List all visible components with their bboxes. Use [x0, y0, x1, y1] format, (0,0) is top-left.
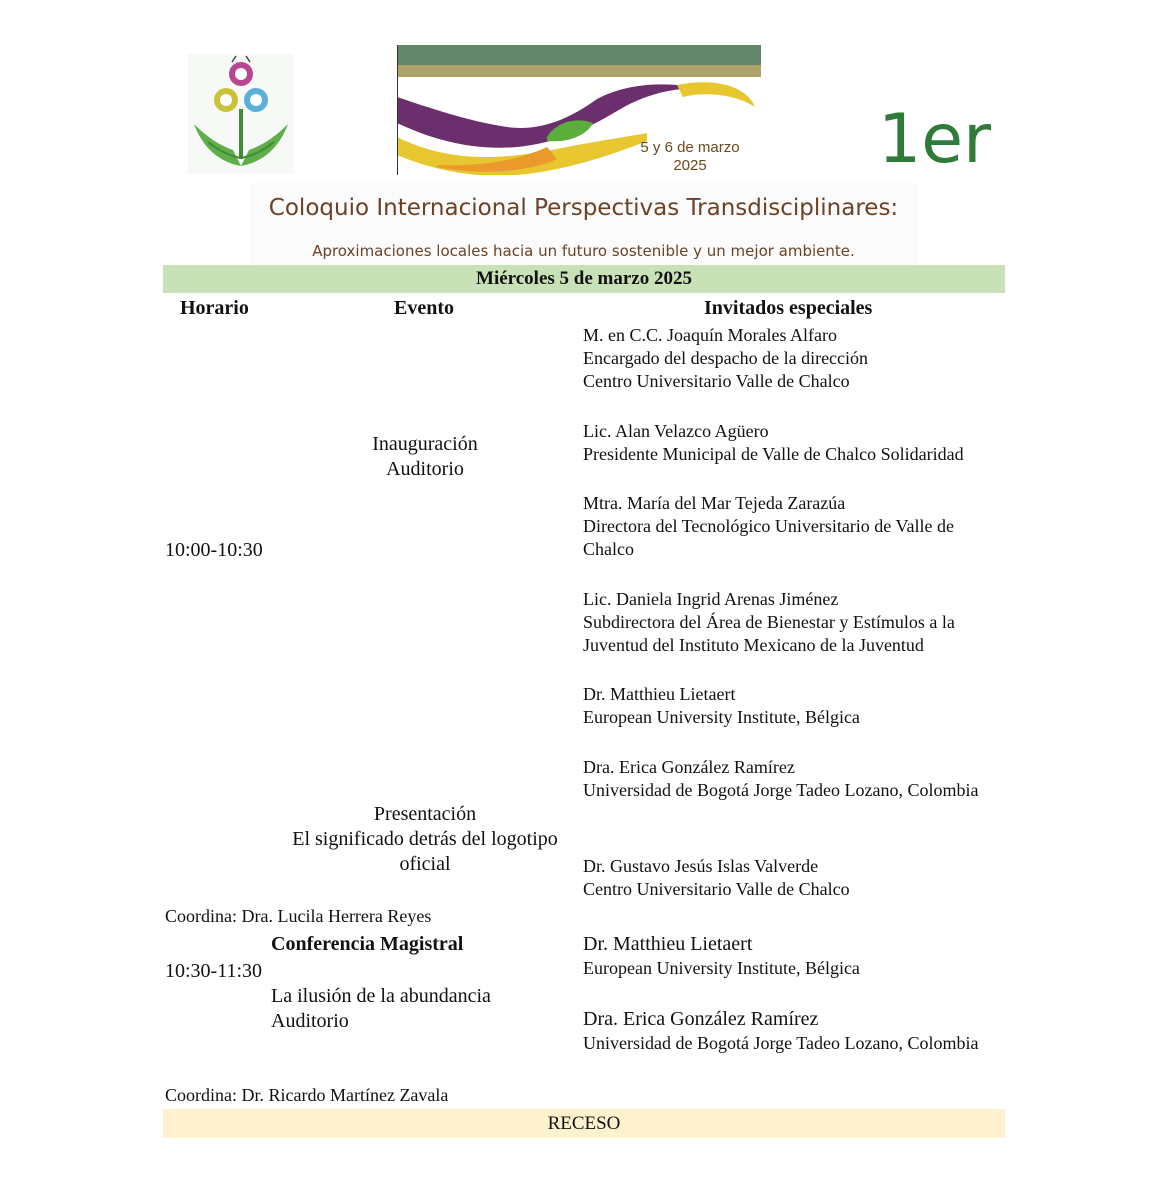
event-inauguracion-venue: Auditorio [386, 458, 464, 480]
column-header-evento: Evento [394, 297, 454, 319]
event-inauguracion [325, 432, 525, 482]
guest-role: Subdirectora del Área de Bienestar y Estímulos a la [583, 612, 955, 632]
event-presentacion-line3: oficial [399, 853, 451, 875]
guest-name: Dr. Matthieu Lietaert [583, 684, 736, 704]
conference-venue: Auditorio [271, 1010, 349, 1032]
conference-heading: Conferencia Magistral [271, 933, 464, 955]
guest-entry [583, 756, 979, 802]
event-presentacion-title: Presentación [373, 803, 477, 825]
banner-stripe-green [397, 45, 761, 65]
event-presentacion [275, 802, 575, 877]
column-header-invitados: Invitados especiales [704, 297, 873, 319]
time-slot-1: 10:00-10:30 [165, 539, 263, 561]
guest-role-continued: Chalco [583, 539, 634, 559]
guest-entry [583, 683, 860, 729]
guest-role: Directora del Tecnológico Universitario de Valle de [583, 516, 954, 536]
time-slot-2: 10:30-11:30 [165, 960, 263, 982]
banner-stripe-tan [397, 65, 761, 77]
guest-entry [583, 492, 954, 561]
colloquium-subtitle: Aproximaciones locales hacia un futuro sostenible y un mejor ambiente. [312, 242, 855, 260]
receso-label: RECESO [547, 1113, 621, 1134]
guest-name: Mtra. María del Mar Tejeda Zarazúa [583, 493, 846, 513]
guest-entry [583, 588, 955, 657]
guest-name: M. en C.C. Joaquín Morales Alfaro [583, 325, 837, 345]
banner-year: 2025 [673, 157, 707, 174]
guest-institution: Universidad de Bogotá Jorge Tadeo Lozano, Colombia [583, 780, 979, 800]
guest-role-continued: Juventud del Instituto Mexicano de la Juventud [583, 635, 924, 655]
guest-entry [583, 855, 850, 901]
guest-institution: Universidad de Bogotá Jorge Tadeo Lozano, Colombia [583, 1033, 979, 1053]
guest-entry [583, 932, 860, 980]
column-header-horario: Horario [180, 297, 249, 319]
colloquium-logo [188, 54, 294, 174]
guest-entry [583, 324, 868, 393]
coordinator-2: Coordina: Dr. Ricardo Martínez Zavala [165, 1085, 449, 1105]
conference-title: La ilusión de la abundancia [271, 985, 491, 1007]
guest-name: Dra. Erica González Ramírez [583, 1008, 819, 1030]
edition-label: 1er [878, 100, 992, 179]
receso-band [163, 1109, 1005, 1138]
guest-name: Dr. Matthieu Lietaert [583, 933, 753, 955]
guest-role: Presidente Municipal de Valle de Chalco Solidaridad [583, 444, 964, 464]
day-band [163, 265, 1005, 293]
guest-institution: European University Institute, Bélgica [583, 958, 860, 978]
guest-institution: Centro Universitario Valle de Chalco [583, 879, 850, 899]
guest-entry [583, 420, 964, 466]
event-banner [397, 45, 761, 175]
guest-name: Dr. Gustavo Jesús Islas Valverde [583, 856, 819, 876]
day-label: Miércoles 5 de marzo 2025 [476, 268, 692, 289]
banner-left-edge [397, 45, 398, 175]
guest-institution: European University Institute, Bélgica [583, 707, 860, 727]
guest-name: Dra. Erica González Ramírez [583, 757, 795, 777]
guest-role: Encargado del despacho de la dirección [583, 348, 869, 368]
guest-name: Lic. Daniela Ingrid Arenas Jiménez [583, 589, 839, 609]
banner-date: 5 y 6 de marzo [640, 139, 740, 156]
guest-entry [583, 1007, 979, 1055]
guest-institution: Centro Universitario Valle de Chalco [583, 371, 850, 391]
event-inauguracion-title: Inauguración [372, 433, 478, 455]
colloquium-title: Coloquio Internacional Perspectivas Transdisciplinares: [268, 195, 899, 221]
event-presentacion-line2: El significado detrás del logotipo [292, 828, 558, 850]
coordinator-1: Coordina: Dra. Lucila Herrera Reyes [165, 906, 432, 926]
guest-name: Lic. Alan Velazco Agüero [583, 421, 769, 441]
